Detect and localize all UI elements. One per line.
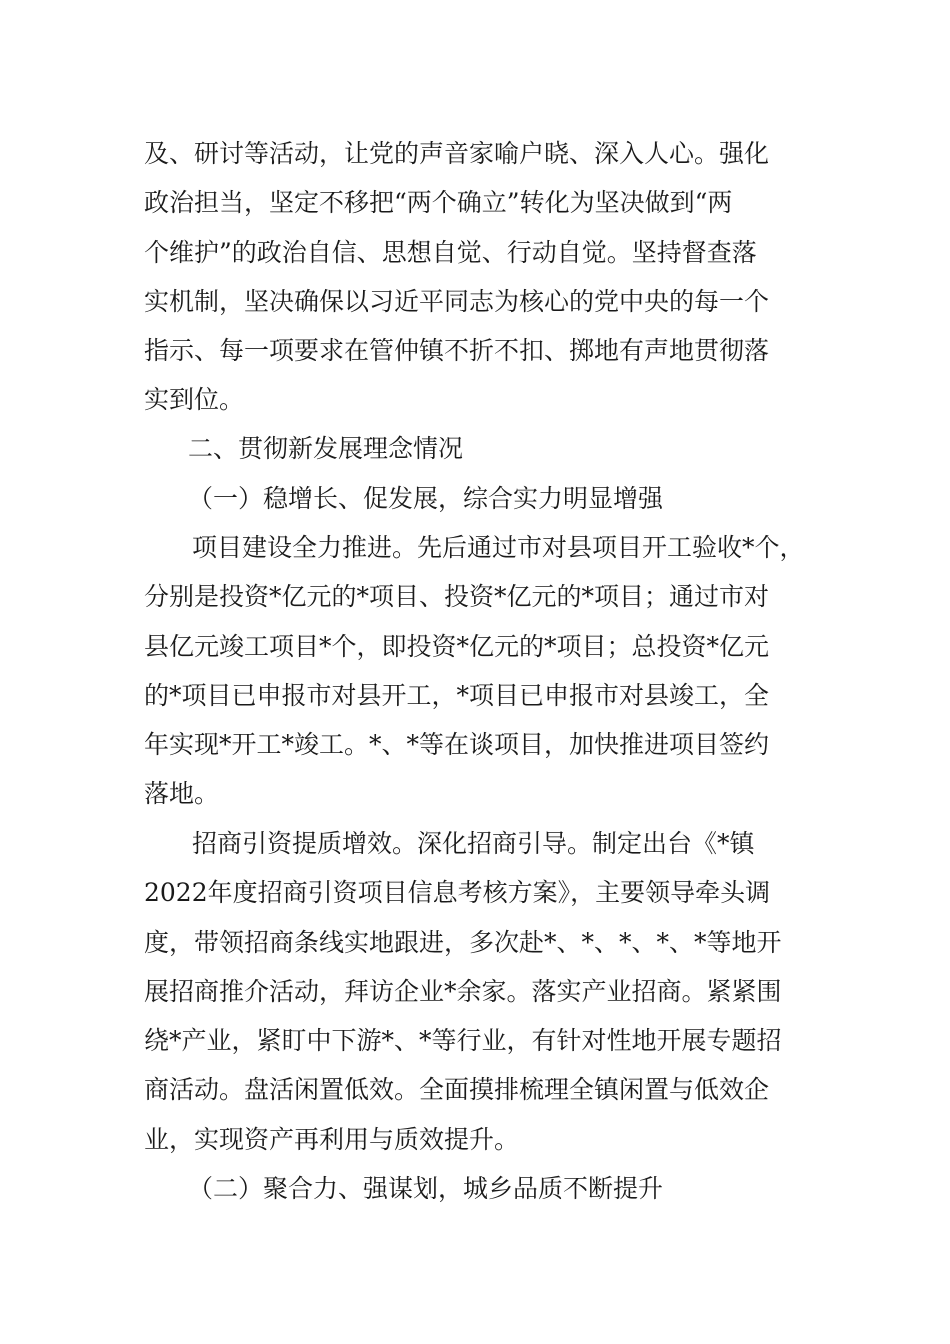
section-heading (144, 424, 814, 473)
text-line: 业，实现资产再利用与质效提升。 (144, 1124, 520, 1154)
paragraph-investment (144, 819, 814, 1164)
text-line: 分别是投资*亿元的*项目、投资*亿元的*项目；通过市对 (144, 582, 770, 612)
text-line: 实机制，坚决确保以习近平同志为核心的党中央的每一个 (144, 286, 770, 316)
text-line: 年实现*开工*竣工。*、*等在谈项目，加快推进项目签约 (144, 730, 770, 760)
text-line: 2022年度招商引资项目信息考核方案》，主要领导牵头调 (144, 878, 771, 908)
text-line: 落地。 (144, 779, 220, 809)
text-line: 项目建设全力推进。先后通过市对县项目开工验收*个， (192, 533, 805, 562)
text-line: 及、研讨等活动，让党的声音家喻户晓、深入人心。强化 (144, 139, 770, 168)
text-line: 实到位。 (144, 385, 245, 415)
text-line: 度，带领招商条线实地跟进，多次赴*、*、*、*、*等地开 (144, 927, 782, 957)
text-line: 县亿元竣工项目*个，即投资*亿元的*项目；总投资*亿元 (144, 631, 770, 661)
subsection-heading-text: （一）稳增长、促发展，综合实力明显增强 (188, 484, 664, 513)
paragraph-projects (144, 523, 814, 819)
text-line: 商活动。盘活闲置低效。全面摸排梳理全镇闲置与低效企 (144, 1075, 770, 1105)
text-line: 的*项目已申报市对县开工，*项目已申报市对县竣工，全 (144, 680, 770, 710)
subsection-heading-2 (144, 1164, 814, 1213)
text-line: 招商引资提质增效。深化招商引导。制定出台《*镇 (192, 829, 755, 858)
text-line: 展招商推介活动，拜访企业*余家。落实产业招商。紧紧围 (144, 976, 782, 1006)
text-line: 指示、每一项要求在管仲镇不折不扣、掷地有声地贯彻落 (144, 336, 770, 366)
text-line: 政治担当，坚定不移把“两个确立”转化为坚决做到“两 (144, 188, 733, 218)
paragraph-continuation (144, 129, 814, 425)
section-heading-text: 二、贯彻新发展理念情况 (188, 434, 464, 463)
text-line: 个维护”的政治自信、思想自觉、行动自觉。坚持督查落 (144, 237, 757, 267)
text-line: 绕*产业，紧盯中下游*、*等行业，有针对性地开展专题招 (144, 1026, 782, 1056)
subsection-heading-1 (144, 474, 814, 523)
subsection-heading-text: （二）聚合力、强谋划，城乡品质不断提升 (188, 1174, 664, 1203)
